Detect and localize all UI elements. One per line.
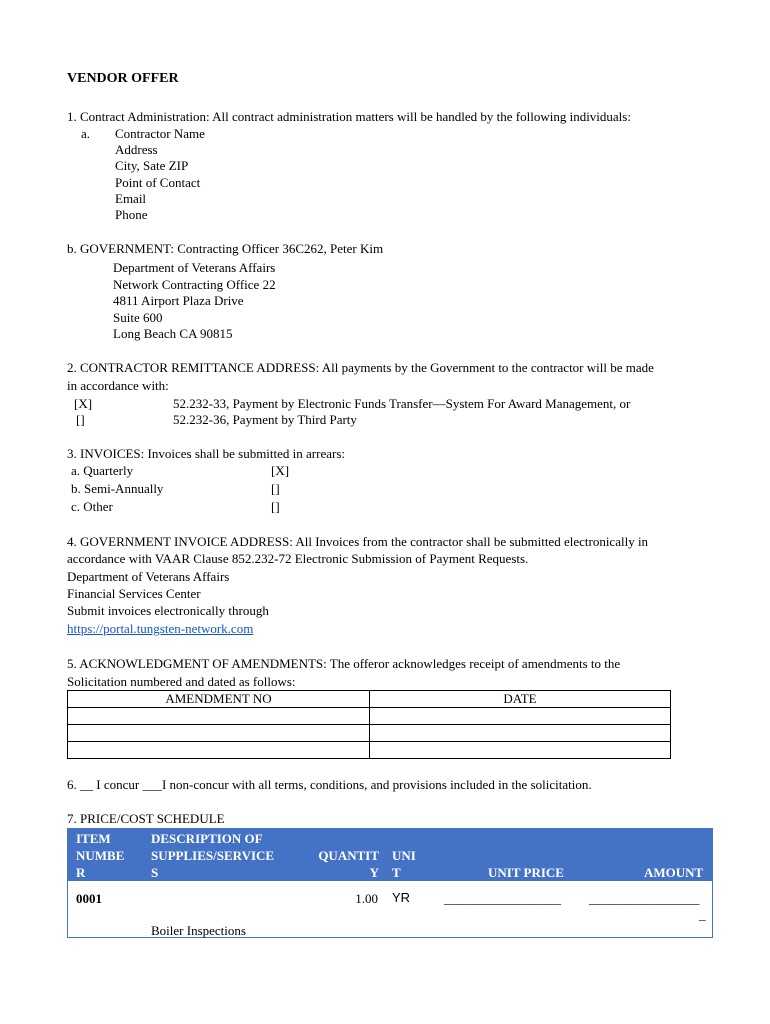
item-header-line: ITEM	[76, 831, 111, 846]
gov-line-1: Department of Veterans Affairs	[113, 260, 276, 275]
unit-price-blank[interactable]: __________________	[444, 891, 561, 906]
table-row	[68, 725, 671, 742]
invoice-option-quarterly: a. Quarterly	[71, 463, 134, 478]
invoice-address-heading: 4. GOVERNMENT INVOICE ADDRESS: All Invoices from the contractor shall be submitted electronically in	[67, 534, 649, 549]
invoice-mark-other: []	[271, 499, 280, 514]
desc-header-line: SUPPLIES/SERVICE	[151, 848, 275, 863]
qty-header-line: Y	[369, 865, 379, 880]
contractor-poc: Point of Contact	[115, 175, 201, 190]
unit-price-header: UNIT PRICE	[488, 865, 564, 880]
invoice-address-submit: Submit invoices electronically through	[67, 603, 269, 618]
page-title: VENDOR OFFER	[67, 71, 179, 86]
remittance-option-2-text: 52.232-36, Payment by Third Party	[173, 412, 357, 427]
quantity-header	[313, 847, 379, 881]
unit-header-line: T	[392, 865, 401, 880]
gov-line-4: Suite 600	[113, 310, 163, 325]
description-cell: Boiler Inspections	[151, 923, 246, 938]
government-heading: b. GOVERNMENT: Contracting Officer 36C262, Peter Kim	[67, 241, 384, 256]
gov-line-5: Long Beach CA 90815	[113, 326, 233, 341]
date-header: DATE	[370, 691, 671, 708]
invoice-mark-semiannual: []	[271, 481, 280, 496]
price-schedule-header	[68, 829, 712, 881]
amount-blank-tail: _	[699, 907, 706, 922]
concurrence-statement: 6. __ I concur ___I non-concur with all terms, conditions, and provisions included in the solicitation.	[67, 777, 592, 792]
description-header	[151, 830, 274, 881]
gov-line-2: Network Contracting Office 22	[113, 277, 276, 292]
desc-header-line: DESCRIPTION OF	[151, 831, 263, 846]
contractor-phone: Phone	[115, 207, 148, 222]
amendment-no-cell[interactable]	[68, 725, 370, 742]
tungsten-portal-link[interactable]: https://portal.tungsten-network.com	[67, 621, 254, 636]
invoices-heading: 3. INVOICES: Invoices shall be submitted in arrears:	[67, 446, 345, 461]
amendments-header-row	[68, 691, 671, 708]
item-number-cell: 0001	[76, 891, 102, 906]
invoice-option-semiannual: b. Semi-Annually	[71, 481, 164, 496]
price-schedule-table	[67, 828, 713, 938]
table-row	[68, 742, 671, 759]
amount-blank[interactable]: _________________	[589, 891, 700, 906]
item-number-header	[76, 830, 124, 881]
contractor-city: City, Sate ZIP	[115, 158, 189, 173]
invoice-address-clause: accordance with VAAR Clause 852.232-72 Electronic Submission of Payment Requests.	[67, 551, 529, 566]
unit-cell: YR	[392, 890, 411, 905]
invoice-address-dept: Department of Veterans Affairs	[67, 569, 230, 584]
amendment-no-cell[interactable]	[68, 742, 370, 759]
qty-header-line: QUANTIT	[318, 848, 379, 863]
amount-header: AMOUNT	[644, 865, 704, 880]
gov-line-3: 4811 Airport Plaza Drive	[113, 293, 244, 308]
contractor-email: Email	[115, 191, 147, 206]
table-row	[68, 708, 671, 725]
contract-admin-heading: 1. Contract Administration: All contract administration matters will be handled by the following individuals:	[67, 109, 631, 124]
date-cell[interactable]	[370, 725, 671, 742]
desc-header-line: S	[151, 865, 159, 880]
price-schedule-heading: 7. PRICE/COST SCHEDULE	[67, 811, 225, 826]
contractor-address: Address	[115, 142, 158, 157]
remittance-option-1-text: 52.232-33, Payment by Electronic Funds Transfer—System For Award Management, or	[173, 396, 631, 411]
item-a-label: a.	[81, 126, 91, 141]
date-cell[interactable]	[370, 708, 671, 725]
invoice-option-other: c. Other	[71, 499, 113, 514]
contractor-name: Contractor Name	[115, 126, 205, 141]
item-header-line: NUMBE	[76, 848, 125, 863]
quantity-cell: 1.00	[355, 891, 378, 906]
invoice-mark-quarterly: [X]	[271, 463, 290, 478]
remittance-heading-cont: in accordance with:	[67, 378, 169, 393]
invoice-address-center: Financial Services Center	[67, 586, 201, 601]
amendment-no-header: AMENDMENT NO	[68, 691, 370, 708]
remittance-heading: 2. CONTRACTOR REMITTANCE ADDRESS: All payments by the Government to the contractor will be made	[67, 360, 654, 375]
item-header-line: R	[76, 865, 86, 880]
date-cell[interactable]	[370, 742, 671, 759]
remittance-option-1-mark: [X]	[74, 396, 93, 411]
amendments-table	[67, 690, 671, 759]
amendments-heading: 5. ACKNOWLEDGMENT OF AMENDMENTS: The offeror acknowledges receipt of amendments to the	[67, 656, 621, 671]
amendment-no-cell[interactable]	[68, 708, 370, 725]
unit-header-line: UNI	[392, 848, 416, 863]
remittance-option-2-mark: []	[76, 412, 85, 427]
unit-header	[392, 847, 416, 881]
amendments-heading-cont: Solicitation numbered and dated as follows:	[67, 674, 296, 689]
